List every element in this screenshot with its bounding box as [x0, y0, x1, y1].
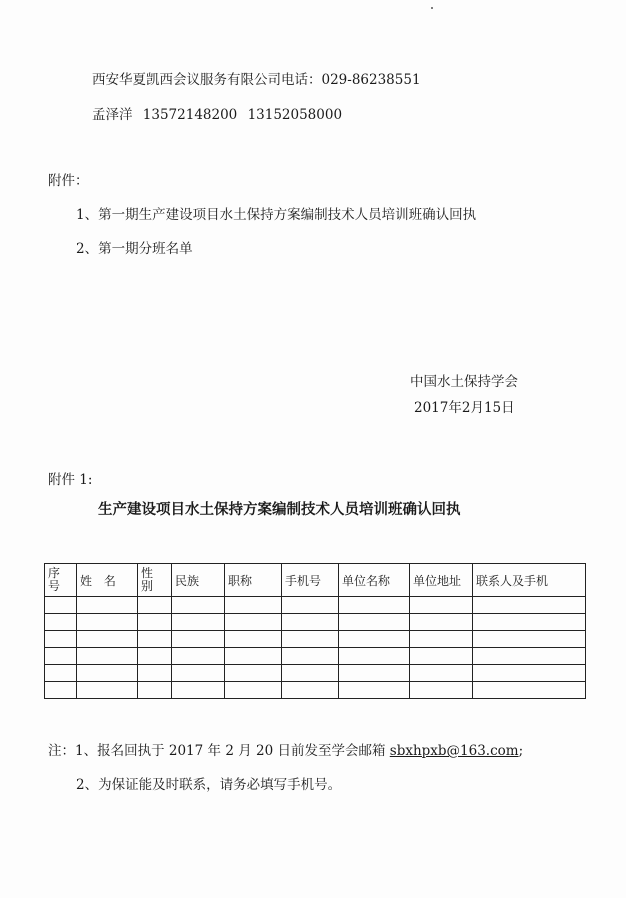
table-cell[interactable] — [339, 682, 410, 699]
header-phone: 手机号 — [282, 564, 339, 597]
table-cell[interactable] — [282, 648, 339, 665]
table-cell[interactable] — [225, 614, 282, 631]
table-cell[interactable] — [473, 665, 586, 682]
table-cell[interactable] — [45, 597, 77, 614]
table-cell[interactable] — [77, 597, 138, 614]
table-cell[interactable] — [45, 631, 77, 648]
table-cell[interactable] — [282, 682, 339, 699]
table-body — [45, 597, 586, 699]
table-cell[interactable] — [339, 665, 410, 682]
table-row — [45, 614, 586, 631]
table-cell[interactable] — [410, 631, 473, 648]
attachment-item-2: 2、第一期分班名单 — [76, 241, 193, 257]
table-cell[interactable] — [339, 631, 410, 648]
table-cell[interactable] — [225, 597, 282, 614]
company-phone-line: 西安华夏凯西会议服务有限公司电话：029-86238551 — [92, 72, 421, 88]
form-label: 附件 1: — [48, 472, 93, 488]
table-cell[interactable] — [282, 665, 339, 682]
table-row — [45, 597, 586, 614]
table-cell[interactable] — [138, 631, 172, 648]
table-cell[interactable] — [473, 631, 586, 648]
table-cell[interactable] — [473, 614, 586, 631]
table-cell[interactable] — [172, 631, 225, 648]
table-row — [45, 631, 586, 648]
table-cell[interactable] — [45, 665, 77, 682]
table-cell[interactable] — [339, 597, 410, 614]
table-cell[interactable] — [138, 614, 172, 631]
table-cell[interactable] — [473, 597, 586, 614]
form-title: 生产建设项目水土保持方案编制技术人员培训班确认回执 — [98, 501, 461, 518]
email-link[interactable]: sbxhpxb@163.com — [389, 743, 519, 759]
table-cell[interactable] — [45, 614, 77, 631]
table-cell[interactable] — [225, 682, 282, 699]
table-header-row — [45, 564, 586, 597]
table-cell[interactable] — [138, 682, 172, 699]
table-cell[interactable] — [410, 648, 473, 665]
header-name: 姓 名 — [77, 564, 138, 597]
table-cell[interactable] — [138, 597, 172, 614]
contact-person-line: 孟泽洋 13572148200 13152058000 — [92, 107, 343, 123]
table-row — [45, 665, 586, 682]
table-row — [45, 682, 586, 699]
attachments-heading: 附件： — [48, 173, 89, 189]
header-title: 职称 — [225, 564, 282, 597]
table-cell[interactable] — [282, 631, 339, 648]
table-cell[interactable] — [282, 614, 339, 631]
table-cell[interactable] — [138, 648, 172, 665]
table-cell[interactable] — [45, 648, 77, 665]
table-cell[interactable] — [77, 631, 138, 648]
table-row — [45, 648, 586, 665]
table-cell[interactable] — [77, 614, 138, 631]
table-cell[interactable] — [138, 665, 172, 682]
scan-speck — [431, 7, 433, 9]
table-cell[interactable] — [473, 648, 586, 665]
header-ethnicity: 民族 — [172, 564, 225, 597]
table-cell[interactable] — [410, 597, 473, 614]
table-cell[interactable] — [225, 648, 282, 665]
table-cell[interactable] — [172, 597, 225, 614]
table-cell[interactable] — [45, 682, 77, 699]
table-cell[interactable] — [282, 597, 339, 614]
header-seq: 序 号 — [45, 564, 77, 597]
table-cell[interactable] — [172, 614, 225, 631]
table-cell[interactable] — [225, 665, 282, 682]
table-cell[interactable] — [339, 648, 410, 665]
signature-org: 中国水土保持学会 — [410, 374, 518, 390]
table-cell[interactable] — [77, 682, 138, 699]
signature-date: 2017年2月15日 — [414, 400, 515, 416]
attachment-item-1: 1、第一期生产建设项目水土保持方案编制技术人员培训班确认回执 — [76, 207, 477, 223]
table-cell[interactable] — [410, 682, 473, 699]
note-1-end: ; — [518, 743, 524, 759]
table-cell[interactable] — [172, 648, 225, 665]
header-unit-address: 单位地址 — [410, 564, 473, 597]
note-2: 2、为保证能及时联系，请务必填写手机号。 — [76, 777, 342, 793]
header-gender: 性 别 — [138, 564, 172, 597]
table-cell[interactable] — [77, 648, 138, 665]
table-cell[interactable] — [77, 665, 138, 682]
table-cell[interactable] — [473, 682, 586, 699]
table-cell[interactable] — [172, 665, 225, 682]
header-unit-name: 单位名称 — [339, 564, 410, 597]
registration-form-table — [44, 563, 586, 699]
note-1 — [48, 742, 523, 760]
table-cell[interactable] — [172, 682, 225, 699]
table-cell[interactable] — [339, 614, 410, 631]
header-contact: 联系人及手机 — [473, 564, 586, 597]
note-1-text: 注：1、报名回执于 2017 年 2 月 20 日前发至学会邮箱 — [48, 743, 390, 759]
table-cell[interactable] — [410, 665, 473, 682]
table-cell[interactable] — [225, 631, 282, 648]
table-cell[interactable] — [410, 614, 473, 631]
